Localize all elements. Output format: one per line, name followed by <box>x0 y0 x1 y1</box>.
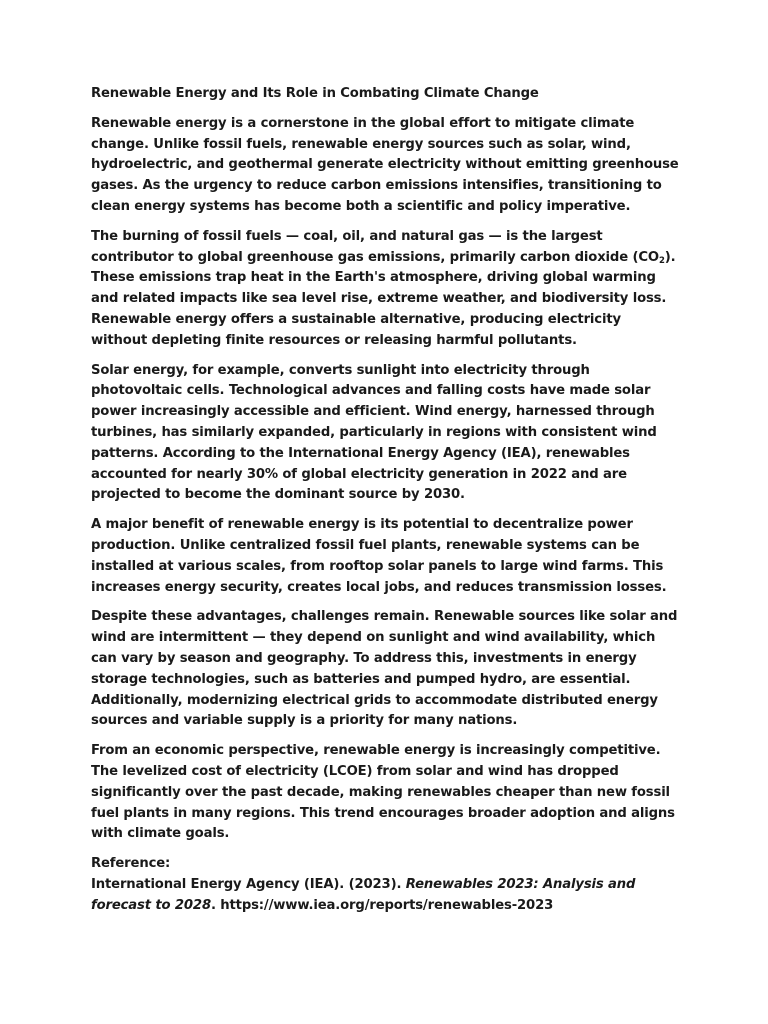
paragraph-challenges: Despite these advantages, challenges remain. Renewable sources like solar and wind are intermittent — they depend on sunlight and wind availability, which can vary by season and geography. To address this, investments in energy storage technologies, such as batteries and pumped hydro, are essential. Additionally, modernizing electrical grids to accommodate distributed energy sources and variable supply is a priority for many nations. <box>91 609 678 729</box>
document-title: Renewable Energy and Its Role in Combating Climate Change <box>91 86 539 101</box>
reference-title: Renewables 2023: Analysis and forecast to 2028 <box>91 876 636 913</box>
paragraph-fossil-fuels <box>91 227 681 352</box>
reference-entry <box>91 875 681 917</box>
paragraph-intro: Renewable energy is a cornerstone in the global effort to mitigate climate change. Unlike fossil fuels, renewable energy sources such as solar, wind, hydroelectric, and geothermal generate electricity without emitting greenhouse gases. As the urgency to reduce carbon emissions intensifies, transitioning to clean energy systems has become both a scientific and policy imperative. <box>91 115 679 214</box>
reference-label: Reference: <box>91 856 171 872</box>
document-page <box>91 84 681 916</box>
co2-subscript: 2 <box>658 255 665 266</box>
reference-url: . https://www.iea.org/reports/renewables-2023 <box>210 897 554 913</box>
paragraph-solar-wind: Solar energy, for example, converts sunlight into electricity through photovoltaic cells. Technological advances and falling costs have made solar power increasingly accessible and efficient. Wind energy, harnessed through turbines, has similarly expanded, particularly in regions with consistent wind patterns. According to the International Energy Agency (IEA), renewables accounted for nearly 30% of global electricity generation in 2022 and are projected to become the dominant source by 2030. <box>91 362 657 503</box>
paragraph-fossil-fuels-part2: ). These emissions trap heat in the Earth's atmosphere, driving global warming and related impacts like sea level rise, extreme weather, and biodiversity loss. Renewable energy offers a sustainable alternative, producing electricity without depleting finite resources or releasing harmful pollutants. <box>91 249 676 348</box>
reference-author: International Energy Agency (IEA). (2023). <box>91 876 406 892</box>
paragraph-decentralize: A major benefit of renewable energy is its potential to decentralize power production. Unlike centralized fossil fuel plants, renewable systems can be installed at various scales, from rooftop solar panels to large wind farms. This increases energy security, creates local jobs, and reduces transmission losses. <box>91 517 667 595</box>
paragraph-fossil-fuels-part1: The burning of fossil fuels — coal, oil, and natural gas — is the largest contributor to global greenhouse gas emissions, primarily carbon dioxide (CO <box>91 228 659 265</box>
paragraph-economics: From an economic perspective, renewable energy is increasingly competitive. The levelized cost of electricity (LCOE) from solar and wind has dropped significantly over the past decade, making renewables cheaper than new fossil fuel plants in many regions. This trend encourages broader adoption and aligns with climate goals. <box>91 743 675 842</box>
